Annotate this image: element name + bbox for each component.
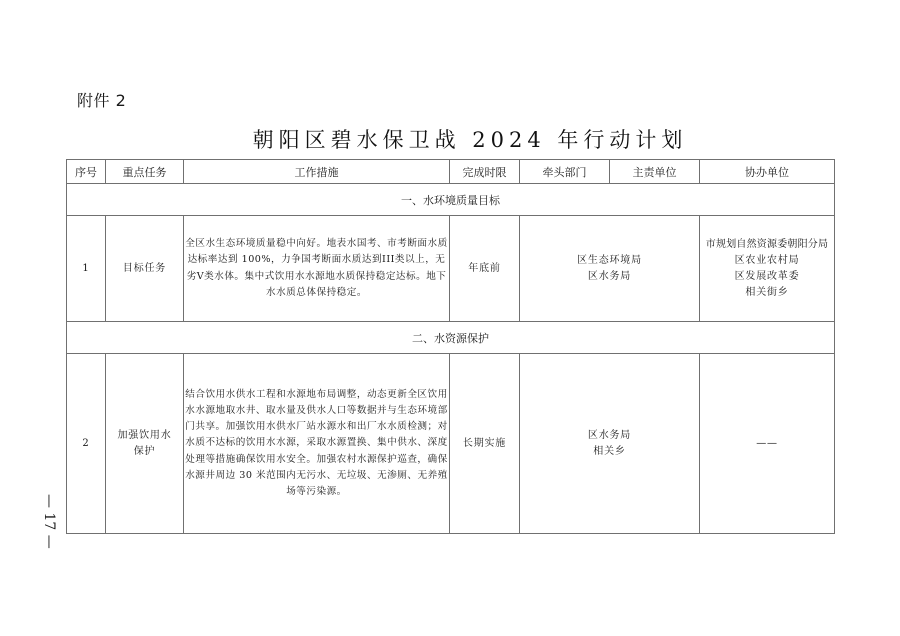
row-task: 目标任务	[106, 216, 184, 322]
lead-unit: 区生态环境局	[577, 254, 642, 266]
page-number: — 17 —	[41, 494, 57, 549]
section-title: 一、水环境质量目标	[67, 184, 835, 216]
row-lead-units	[520, 216, 700, 322]
row-assist-units	[700, 354, 835, 534]
row-lead-units	[520, 354, 700, 534]
header-assist-unit: 协办单位	[700, 160, 835, 184]
header-responsible-unit: 主责单位	[610, 160, 700, 184]
section-row	[67, 184, 835, 216]
lead-unit: 区水务局	[587, 270, 632, 282]
row-assist-units	[700, 216, 835, 322]
header-measures: 工作措施	[184, 160, 450, 184]
attachment-label: 附件 2	[77, 91, 127, 110]
section-row	[67, 322, 835, 354]
assist-unit: 区发展改革委	[734, 270, 800, 282]
section-title: 二、水资源保护	[67, 322, 835, 354]
row-measures: 全区水生态环境质量稳中向好。地表水国考、市考断面水质达标率达到 100%，力争国考断面水质达到III类以上，无劣V类水体。集中式饮用水水源地水质保持稳定达标。地下水水质总体保持稳定。	[184, 216, 450, 322]
row-deadline: 年底前	[450, 216, 520, 322]
header-no: 序号	[67, 160, 106, 184]
row-task: 加强饮用水保护	[106, 354, 184, 534]
assist-unit: 相关街乡	[745, 286, 789, 298]
lead-unit: 区水务局	[587, 429, 632, 441]
header-lead-dept: 牵头部门	[520, 160, 610, 184]
assist-unit: ——	[756, 437, 778, 449]
assist-unit: 区农业农村局	[734, 254, 800, 266]
lead-unit: 相关乡	[593, 445, 626, 457]
row-deadline: 长期实施	[450, 354, 520, 534]
document-title: 朝阳区碧水保卫战 2024 年行动计划	[252, 128, 688, 152]
row-measures: 结合饮用水供水工程和水源地布局调整，动态更新全区饮用水水源地取水井、取水量及供水人口等数据并与生态环境部门共享。加强饮用水供水厂站水源水和出厂水水质检测；对水质不达标的饮用水水源，采取水源置换、集中供水、深度处理等措施确保饮用水安全。加强农村水源保护巡查，确保水源井周边 30 米范围内无污水、无垃圾、无渗厕、无养殖场等污染源。	[184, 354, 450, 534]
assist-unit: 市规划自然资源委朝阳分局	[705, 238, 829, 250]
table-header-row	[67, 160, 835, 184]
table-row	[67, 354, 835, 534]
header-deadline: 完成时限	[450, 160, 520, 184]
action-plan-table	[66, 159, 835, 534]
row-no: 1	[67, 216, 106, 322]
table-row	[67, 216, 835, 322]
row-no: 2	[67, 354, 106, 534]
header-task: 重点任务	[106, 160, 184, 184]
